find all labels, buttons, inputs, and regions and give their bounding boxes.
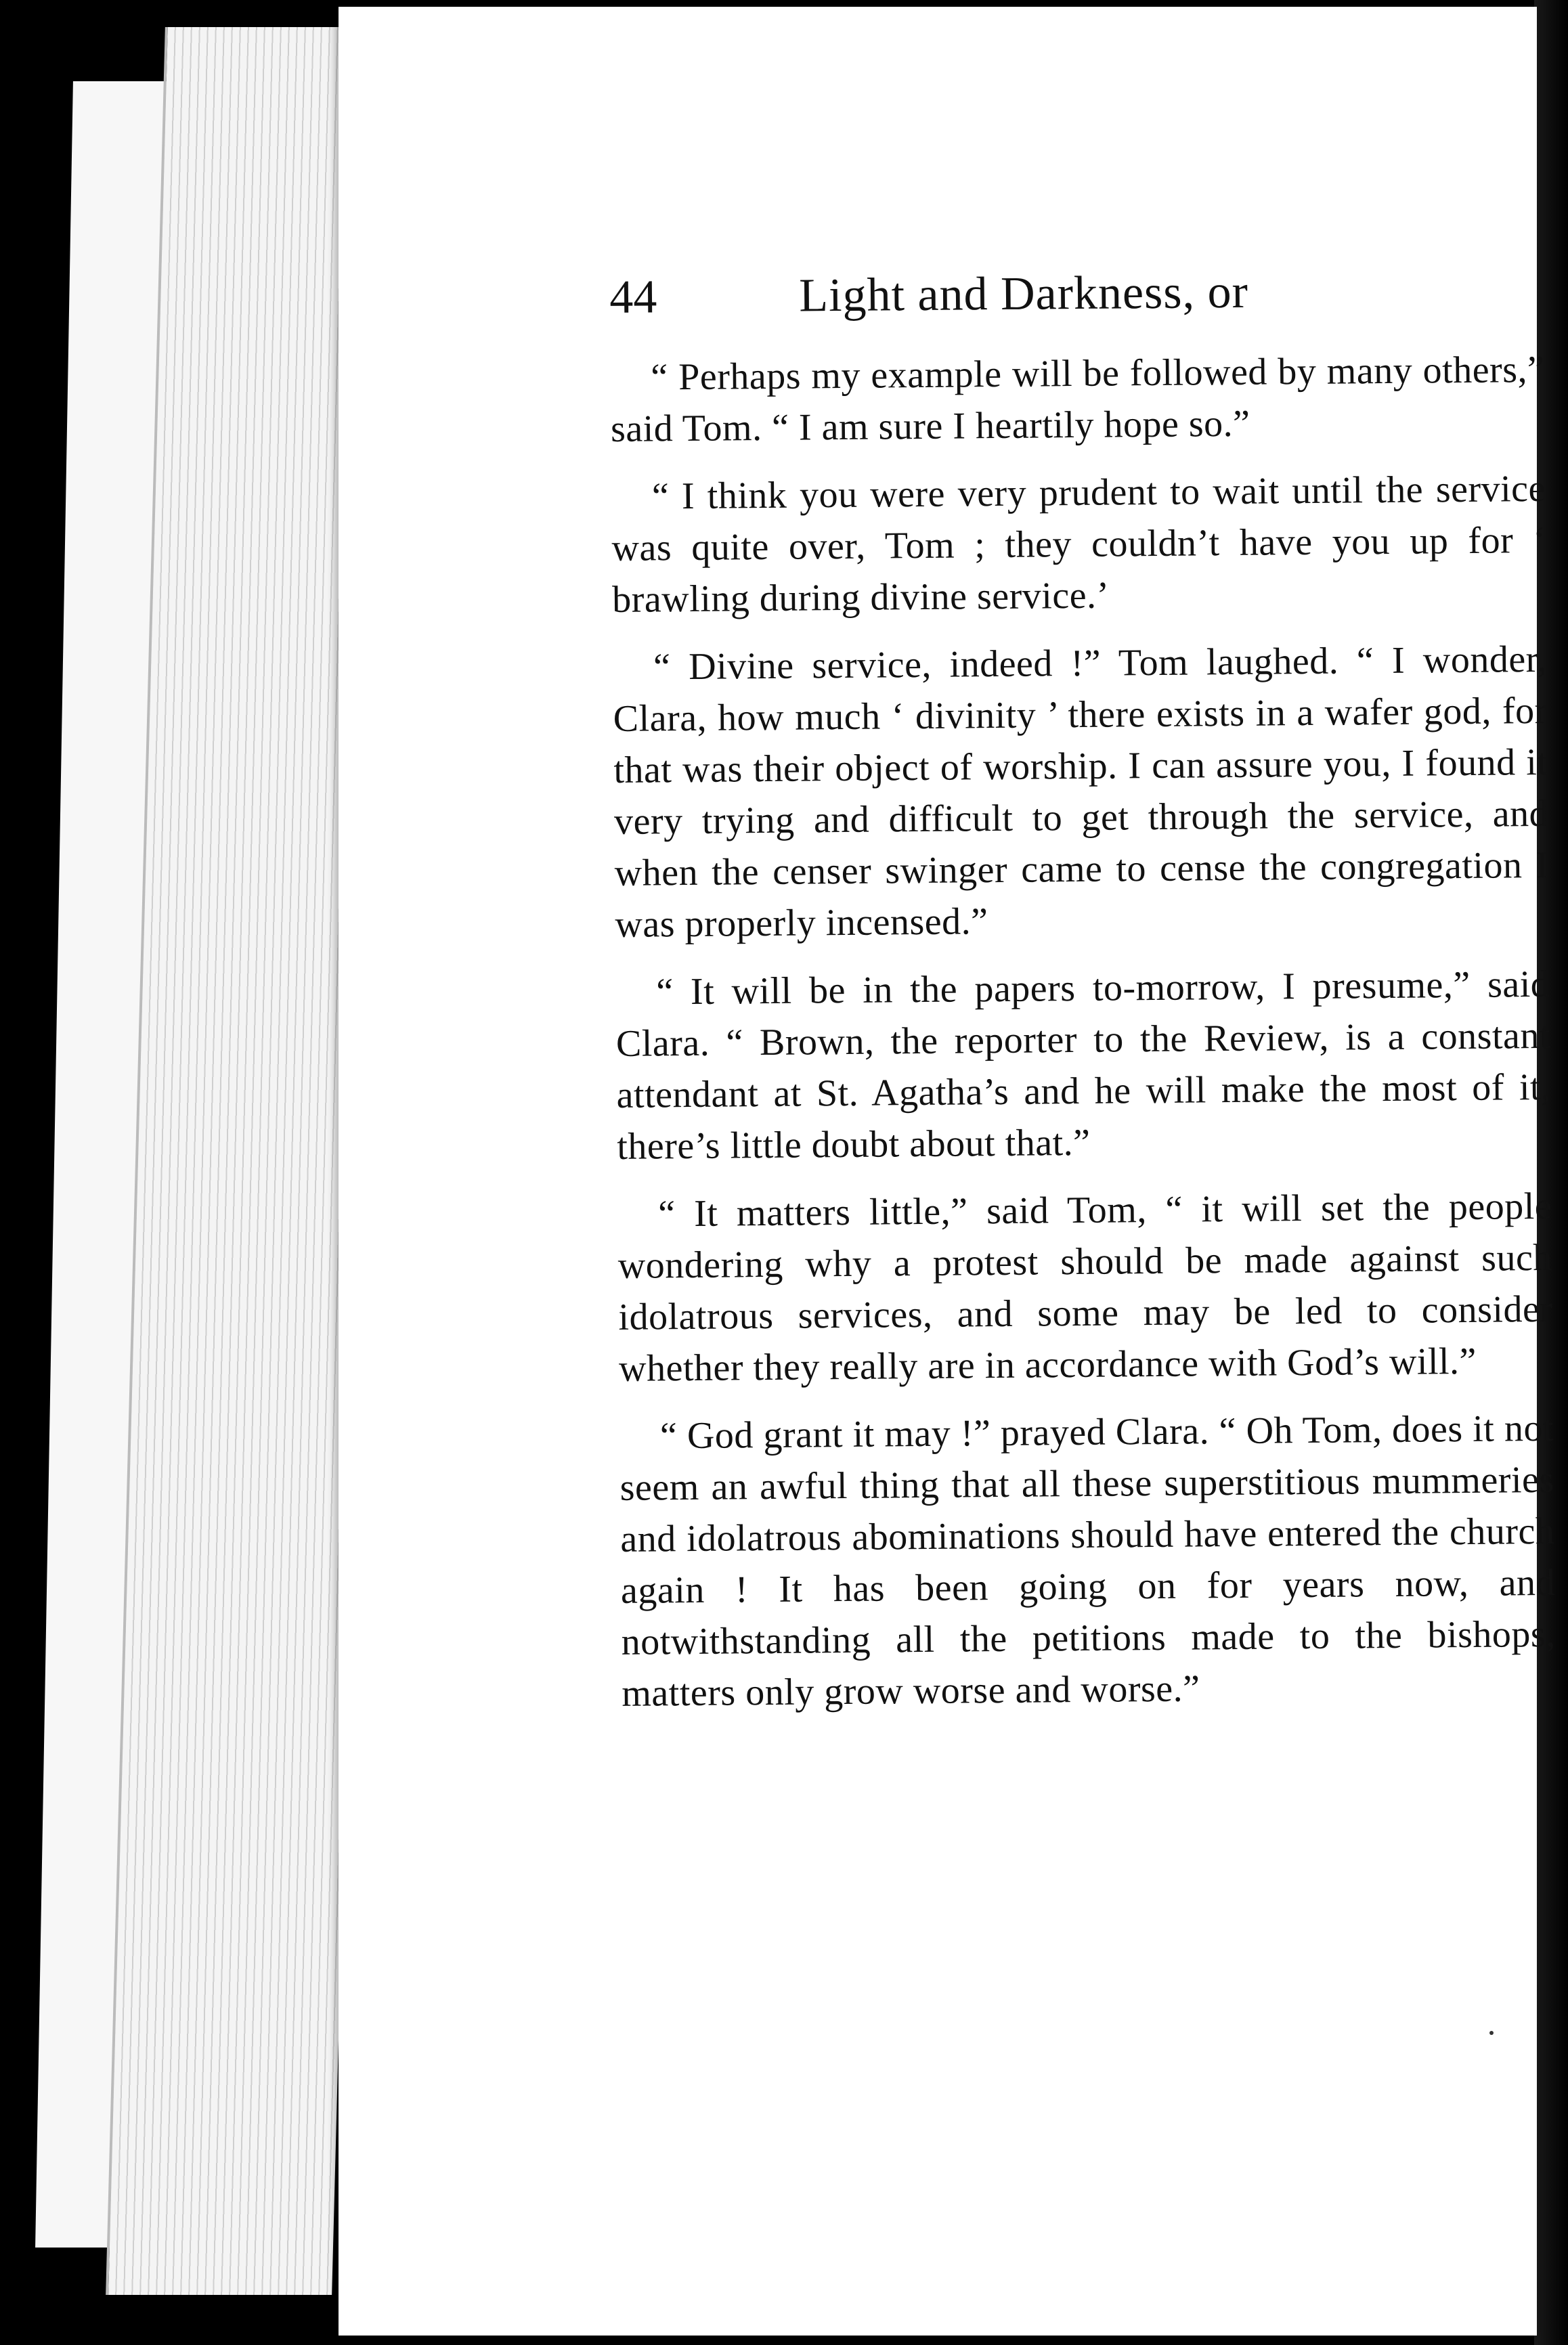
paragraph: “ It will be in the papers to-morrow, I presume,” said Clara. “ Brown, the reporter to the Review, is a constant attendant at St. Agatha’s and he will make the most of it, there’s little doubt about that.” bbox=[615, 963, 1551, 1168]
running-title: Light and Darkness, or bbox=[798, 265, 1249, 322]
text-block bbox=[609, 263, 1556, 1736]
page-number: 44 bbox=[609, 271, 657, 324]
paragraph: “ Divine service, indeed !” Tom laughed. “ I wonder, Clara, how much ‘ divinity ’ there exists in a wafer god, for that was their object of worship. I can assure you, I found it very trying and difficult to get through the service, and when the censer swinger came to cense the congregation I was properly incensed.” bbox=[613, 638, 1549, 946]
ink-speck bbox=[1489, 2031, 1494, 2035]
paragraph: “ I think you were very prudent to wait until the service was quite over, Tom ; they couldn’t have you up for ‘ brawling during divine service.’ bbox=[611, 467, 1546, 621]
paragraph: “ God grant it may !” prayed Clara. “ Oh Tom, does it not seem an awful thing that all these superstitious mummeries and idolatrous abominations should have entered the church again ! It has been going on for years now, and notwithstanding all the petitions made to the bishops, matters only grow worse and worse.” bbox=[619, 1407, 1556, 1715]
page-header bbox=[609, 263, 1544, 325]
page bbox=[339, 7, 1556, 2336]
paragraph: “ Perhaps my example will be followed by many others,” said Tom. “ I am sure I heartily hope so.” bbox=[610, 348, 1545, 450]
paragraph: “ It matters little,” said Tom, “ it will set the people wondering why a protest should be made against such idolatrous services, and some may be led to consider whether they really are in accordance with God’s will.” bbox=[617, 1185, 1553, 1390]
